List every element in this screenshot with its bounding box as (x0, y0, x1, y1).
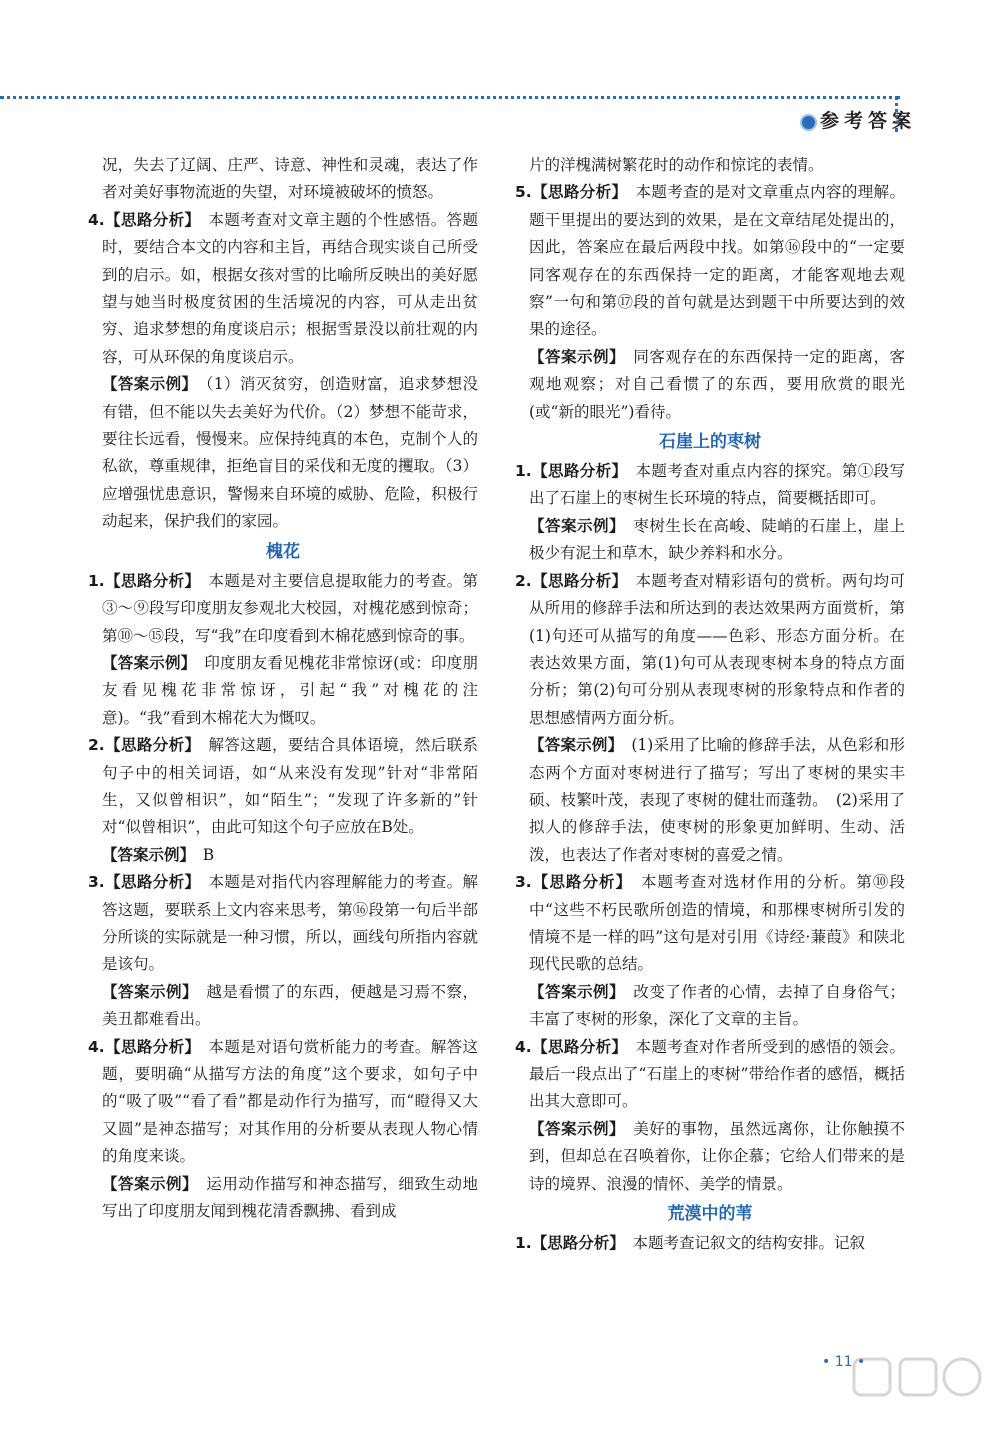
question-number: 2. (88, 736, 105, 755)
answer-example (88, 842, 478, 869)
question-item (515, 568, 905, 732)
question-item (88, 869, 478, 979)
analysis-tag: 【思路分析】 (531, 462, 620, 481)
paragraph-text: 本题考查的是对文章重点内容的理解。题干里提出的要达到的效果，是在文章结尾处提出的，因此，答案应在最后两段中找。如第⑯段中的“一定要同客观存在的东西保持一定的距离，才能客观地去观察”一句和第⑰段的首句就是达到题干中所要达到的效果的途径。 (529, 183, 905, 339)
answer-tag: 【答案示例】 (529, 736, 616, 755)
answer-example (515, 1116, 905, 1198)
question-item (515, 869, 905, 979)
paragraph-text: 片的洋槐满树繁花时的动作和惊诧的表情。 (529, 156, 824, 174)
left-column (88, 152, 478, 1225)
question-number: 4. (88, 1037, 105, 1056)
answer-tag: 【答案示例】 (102, 845, 188, 864)
section-title: 荒漠中的苇 (667, 1204, 753, 1225)
page-number: • 11 • (822, 1354, 866, 1370)
header-bullet-icon (800, 114, 817, 131)
question-item (88, 568, 478, 650)
question-item (515, 1034, 905, 1116)
page-header-title: 参考答案 (820, 110, 917, 132)
answer-example (88, 371, 478, 535)
paragraph-text: 本题考查对作者所受到的感悟的领会。最后一段点出了“石崖上的枣树”带给作者的感悟，概括出其大意即可。 (529, 1037, 905, 1111)
paragraph-text: 本题是对主要信息提取能力的考查。第③～⑨段写印度朋友参观北大校园，对槐花感到惊奇；第⑩～⑮段，写“我”在印度看到木棉花感到惊奇的事。 (102, 571, 478, 645)
paragraph-text: （1）消灭贫穷，创造财富，追求梦想没有错，但不能以失去美好为代价。（2）梦想不能苛求，要往长远看，慢慢来。应保持纯真的本色，克制个人的私欲，尊重规律，拒绝盲目的采伐和无度的攫取。（3）应增强忧患意识，警惕来自环境的威胁、危险，积极行动起来，保护我们的家园。 (102, 375, 478, 531)
header-vertical-dots (895, 96, 898, 132)
analysis-tag: 【思路分析】 (531, 571, 620, 590)
answer-tag: 【答案示例】 (102, 982, 191, 1001)
answer-tag: 【答案示例】 (529, 982, 618, 1001)
paragraph-text: 本题考查对选材作用的分析。第⑩段中“这些不朽民歌所创造的情境，和那棵枣树所引发的情境不是一样的吗”这句是对引用《诗经·蒹葭》和陕北现代民歌的总结。 (529, 873, 905, 974)
paragraph-text: 本题考查记叙文的结构安排。记叙 (632, 1234, 865, 1253)
answer-example (515, 344, 905, 426)
paragraph-text: 本题是对语句赏析能力的考查。解答这题，要明确“从描写方法的角度”这个要求，如句子中的“吸了吸”“看了看”都是动作行为描写，而“瞪得又大又圆”是神态描写；对其作用的分析要从表现人物心情的角度来谈。 (102, 1037, 478, 1166)
paragraph-text: 枣树生长在高峻、陡峭的石崖上，崖上极少有泥土和草木，缺少养料和水分。 (529, 516, 905, 563)
paragraph-text: 同客观存在的东西保持一定的距离，客观地观察；对自己看惯了的东西，要用欣赏的眼光(或“新的眼光”)看待。 (529, 347, 905, 421)
analysis-tag: 【思路分析】 (531, 1234, 617, 1253)
question-number: 4. (88, 210, 105, 229)
question-item (515, 458, 905, 513)
paragraph-text: 本题考查对精彩语句的赏析。两句均可从所用的修辞手法和所达到的表达效果两方面赏析，第(1)句还可从描写的角度——色彩、形态方面分析。在表达效果方面，第(1)句可从表现枣树本身的特点方面分析；第(2)句可分别从表现枣树的形象特点和作者的思想感情两方面分析。 (529, 571, 905, 727)
answer-tag: 【答案示例】 (529, 347, 618, 366)
analysis-tag: 【思路分析】 (104, 1037, 193, 1056)
question-number: 2. (515, 571, 532, 590)
question-number: 1. (515, 1234, 532, 1253)
analysis-tag: 【思路分析】 (531, 1037, 620, 1056)
paragraph-text: 本题考查对重点内容的探究。第①段写出了石崖上的枣树生长环境的特点，简要概括即可。 (529, 462, 905, 508)
right-column (515, 152, 905, 1257)
analysis-tag: 【思路分析】 (104, 873, 193, 892)
answer-tag: 【答案示例】 (102, 375, 190, 394)
text-paragraph (88, 152, 478, 207)
paragraph-text: 本题考查对文章主题的个性感悟。答题时，要结合本文的内容和主旨，再结合现实谈自己所受到的启示。如，根据女孩对雪的比喻所反映出的美好愿望与她当时极度贫困的生活境况的内容，可从走出贫穷、追求梦想的角度谈启示；根据雪景没以前壮观的内容，可从环保的角度谈启示。 (102, 210, 478, 366)
question-number: 5. (515, 183, 532, 202)
answer-example (515, 513, 905, 568)
question-item (88, 1034, 478, 1171)
question-item (515, 1230, 905, 1257)
question-item (88, 207, 478, 371)
question-number: 3. (88, 873, 105, 892)
paragraph-text: 美好的事物，虽然远离你，让你触摸不到，但却总在召唤着你，让你企慕；它给人们带来的是诗的境界、浪漫的情怀、美学的情景。 (529, 1119, 905, 1193)
paragraph-text: B (202, 845, 215, 864)
paragraph-text: 况，失去了辽阔、庄严、诗意、神性和灵魂，表达了作者对美好事物流逝的失望，对环境被破坏的愤怒。 (102, 156, 478, 202)
paragraph-text: 改变了作者的心情，去掉了自身俗气；丰富了枣树的形象，深化了文章的主旨。 (529, 982, 905, 1029)
analysis-tag: 【思路分析】 (104, 736, 193, 755)
question-number: 1. (515, 462, 532, 481)
question-number: 1. (88, 571, 105, 590)
answer-tag: 【答案示例】 (529, 1119, 618, 1138)
analysis-tag: 【思路分析】 (104, 210, 193, 229)
paragraph-text: 印度朋友看见槐花非常惊讶(或：印度朋友看见槐花非常惊讶，引起“我”对槐花的注意)。“我”看到木棉花大为慨叹。 (102, 653, 478, 727)
question-item (515, 179, 905, 343)
answer-example (515, 979, 905, 1034)
analysis-tag: 【思路分析】 (531, 873, 625, 892)
paragraph-text: 本题是对指代内容理解能力的考查。解答这题，要联系上文内容来思考，第⑯段第一句后半部分所谈的实际就是一种习惯，所以，画线句所指内容就是该句。 (102, 873, 478, 974)
analysis-tag: 【思路分析】 (104, 571, 193, 590)
answer-tag: 【答案示例】 (102, 653, 189, 672)
answer-example (88, 650, 478, 732)
watermark-logo (848, 1355, 998, 1441)
answer-tag: 【答案示例】 (529, 516, 618, 535)
answer-tag: 【答案示例】 (102, 1174, 191, 1193)
analysis-tag: 【思路分析】 (531, 183, 620, 202)
question-number: 3. (515, 873, 532, 892)
paragraph-text: (1)采用了比喻的修辞手法，从色彩和形态两个方面对枣树进行了描写；写出了枣树的果实丰硕、枝繁叶茂，表现了枣树的健壮而蓬勃。 (2)采用了拟人的修辞手法，使枣树的形象更加鲜明、生动、活泼，也表达了作者对枣树的喜爱之情。 (529, 736, 905, 864)
header-dotted-rule (0, 96, 900, 99)
text-paragraph (515, 152, 905, 179)
answer-example (515, 732, 905, 869)
paragraph-text: 运用动作描写和神态描写，细致生动地写出了印度朋友闻到槐花清香飘拂、看到成 (102, 1174, 478, 1221)
section-title: 槐花 (266, 541, 300, 562)
question-number: 4. (515, 1037, 532, 1056)
question-item (88, 732, 478, 842)
paragraph-text: 越是看惯了的东西，便越是习焉不察，美丑都难看出。 (102, 982, 478, 1029)
answer-example (88, 979, 478, 1034)
answer-example (88, 1171, 478, 1226)
paragraph-text: 解答这题，要结合具体语境，然后联系句子中的相关词语，如“从来没有发现”针对“非常陌生，又似曾相识”，如“陌生”；“发现了许多新的”针对“似曾相识”，由此可知这个句子应放在B处。 (102, 736, 478, 837)
section-title: 石崖上的枣树 (659, 432, 761, 453)
